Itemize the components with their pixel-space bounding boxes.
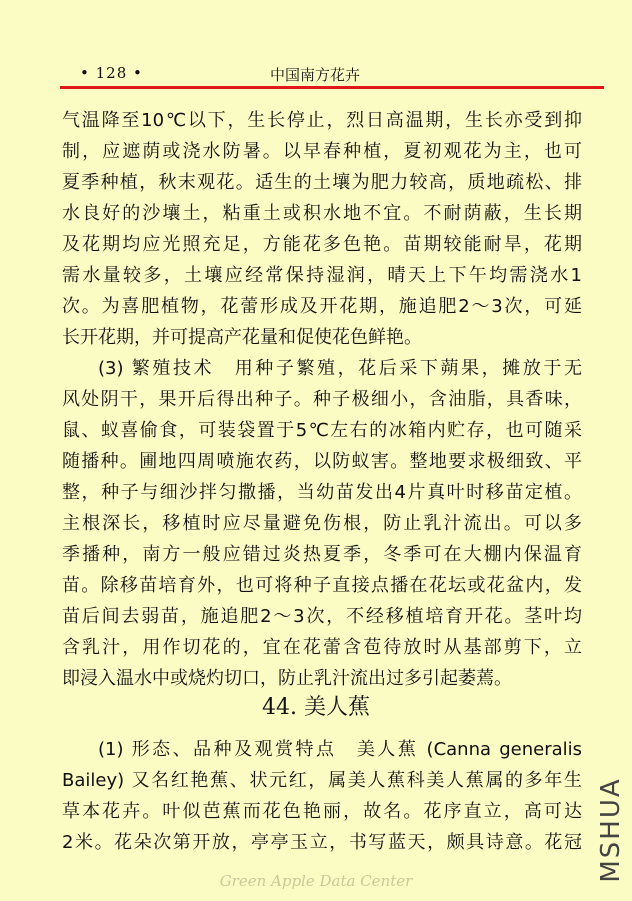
header-rule <box>60 86 604 89</box>
text-line: (1) 形态、品种及观赏特点 美人蕉 (Canna generalis <box>98 739 582 760</box>
text-line: 苗后间去弱苗，施追肥2～3次，不经移植培育开花。茎叶均 <box>62 606 582 627</box>
text-line: 次。为喜肥植物，花蕾形成及开花期，施追肥2～3次，可延 <box>62 296 582 317</box>
running-title: 中国南方花卉 <box>270 66 361 84</box>
text-line: 需水量较多，土壤应经常保持湿润，晴天上下午均需浇水1 <box>62 265 582 286</box>
text-line: 即浸入温水中或烧灼切口，防止乳汁流出过多引起萎蔫。 <box>62 668 512 689</box>
text-line: 含乳汁，用作切花的，宜在花蕾含苞待放时从基部剪下，立 <box>62 637 582 658</box>
text-line: 季播种，南方一般应错过炎热夏季，冬季可在大棚内保温育 <box>62 544 582 565</box>
watermark: Green Apple Data Center <box>219 872 413 890</box>
text-line: 及花期均应光照充足，方能花多色艳。苗期较能耐旱，花期 <box>62 234 582 255</box>
text-line: 整，种子与细沙拌匀撒播，当幼苗发出4片真叶时移苗定植。 <box>62 482 582 503</box>
text-line: 气温降至10℃以下，生长停止，烈日高温期，生长亦受到抑 <box>62 110 582 131</box>
page-number: • 128 • <box>80 64 143 82</box>
section-title: 44. 美人蕉 <box>262 695 370 720</box>
text-line: 长开花期，并可提高产花量和促使花色鲜艳。 <box>62 327 422 348</box>
text-line: 随播种。圃地四周喷施农药，以防蚁害。整地要求极细致、平 <box>62 451 582 472</box>
text-line: 夏季种植，秋末观花。适生的土壤为肥力较高，质地疏松、排 <box>62 172 582 193</box>
side-mark-text: MSHUA <box>596 777 626 883</box>
text-line: 主根深长，移植时应尽量避免伤根，防止乳汁流出。可以多 <box>62 513 582 534</box>
text-line: 水良好的沙壤土，粘重土或积水地不宜。不耐荫蔽，生长期 <box>62 203 582 224</box>
text-line: 制，应遮荫或浇水防暑。以早春种植，夏初观花为主，也可 <box>62 141 582 162</box>
side-mark <box>596 770 624 888</box>
text-line: 鼠、蚁喜偷食，可装袋置于5℃左右的冰箱内贮存，也可随采 <box>62 420 582 441</box>
text-line: (3) 繁殖技术 用种子繁殖，花后采下蒴果，摊放于无 <box>98 358 582 379</box>
text-line: 草本花卉。叶似芭蕉而花色艳丽，故名。花序直立，高可达 <box>62 801 582 822</box>
text-line: Bailey) 又名红艳蕉、状元红，属美人蕉科美人蕉属的多年生 <box>62 770 582 791</box>
text-line: 苗。除移苗培育外，也可将种子直接点播在花坛或花盆内，发 <box>62 575 582 596</box>
text-line: 风处阴干，果开后得出种子。种子极细小，含油脂，具香味， <box>62 389 582 410</box>
text-line: 2米。花朵次第开放，亭亭玉立，书写蓝天，颇具诗意。花冠 <box>62 832 582 853</box>
